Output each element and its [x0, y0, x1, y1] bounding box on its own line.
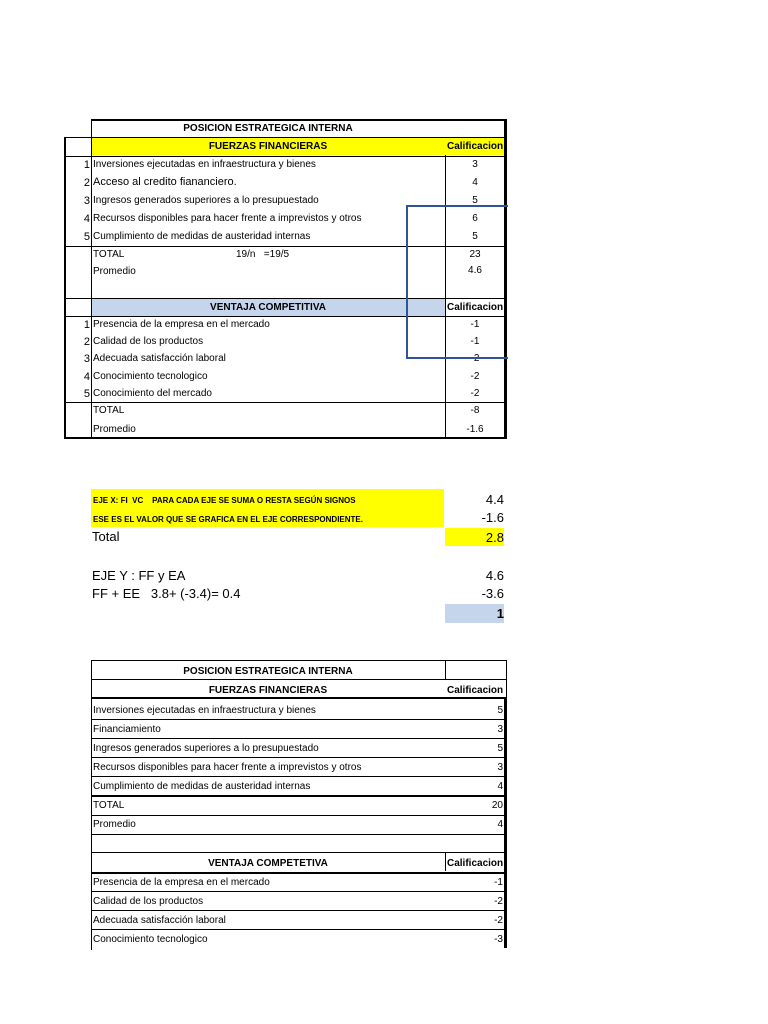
row-label: Inversiones ejecutadas en infraestructura y bienes — [93, 705, 316, 716]
ejex-line1: EJE X: FI VC PARA CADA EJE SE SUMA O RESTA SEGÚN SIGNOS — [93, 496, 356, 505]
row-number: 5 — [83, 388, 90, 400]
t2-vc-calif-label: Calificacion — [447, 858, 504, 869]
vc-total-label: TOTAL — [93, 405, 125, 416]
vc-prom-label: Promedio — [93, 424, 136, 435]
row-number: 1 — [83, 319, 90, 331]
vc-total: -8 — [470, 405, 480, 416]
table2-ff-header: FUERZAS FINANCIERAS — [208, 685, 328, 696]
row-label: Calidad de los productos — [93, 896, 204, 907]
row-label: Cumplimiento de medidas de austeridad internas — [93, 231, 311, 242]
row-value: -2 — [494, 915, 503, 926]
t2-ff-prom-label: Promedio — [93, 819, 136, 830]
row-number: 4 — [83, 213, 90, 225]
t2-ff-total-label: TOTAL — [93, 800, 125, 811]
row-number: 1 — [83, 159, 90, 171]
row-value: 3 — [497, 762, 503, 773]
row-number: 5 — [83, 231, 90, 243]
row-label: Recursos disponibles para hacer frente a imprevistos y otros — [93, 762, 362, 773]
total-label: Total — [92, 529, 120, 544]
ffee-val: -3.6 — [481, 586, 504, 601]
row-number: 2 — [83, 177, 90, 189]
row-value: -2 — [470, 353, 480, 364]
row-label: Calidad de los productos — [93, 336, 204, 347]
ffee-label: FF + EE 3.8+ (-3.4)= 0.4 — [92, 586, 241, 601]
row-value: 4 — [497, 781, 503, 792]
row-value: -2 — [494, 896, 503, 907]
row-label: Adecuada satisfacción laboral — [93, 353, 226, 364]
row-value: 5 — [472, 195, 478, 206]
ff-calif-label: Calificacion — [447, 141, 504, 152]
row-value: 5 — [472, 231, 478, 242]
ejey-label: EJE Y : FF y EA — [92, 568, 186, 583]
row-label: Acceso al credito fiananciero. — [93, 176, 237, 188]
row-value: -2 — [470, 371, 480, 382]
ejex-line2: ESE ES EL VALOR QUE SE GRAFICA EN EL EJE CORRESPONDIENTE. — [93, 515, 363, 524]
row-number: 2 — [83, 336, 90, 348]
ff-prom-label: Promedio — [93, 266, 136, 277]
t2-vc-header: VENTAJA COMPETETIVA — [208, 858, 328, 869]
row-label: Conocimiento tecnologico — [93, 934, 208, 945]
row-label: Presencia de la empresa en el mercado — [93, 877, 270, 888]
t2-ff-total: 20 — [491, 800, 503, 811]
row-value: 3 — [497, 724, 503, 735]
final-val: 1 — [496, 606, 504, 621]
ff-total-label: TOTAL — [93, 249, 125, 260]
row-value: 3 — [472, 159, 478, 170]
total-val: 2.8 — [485, 531, 504, 544]
table1-title: POSICION ESTRATEGICA INTERNA — [183, 123, 353, 134]
row-value: 5 — [497, 743, 503, 754]
ejex-val2: -1.6 — [481, 510, 504, 525]
row-number: 3 — [83, 195, 90, 207]
row-label: Recursos disponibles para hacer frente a imprevistos y otros — [93, 213, 362, 224]
vc-calif-label: Calificacion — [447, 302, 504, 313]
ff-total: 23 — [469, 249, 481, 260]
row-value: -1 — [470, 319, 480, 330]
row-label: Ingresos generados superiores a lo presupuestado — [93, 743, 319, 754]
row-value: -2 — [470, 388, 480, 399]
ejex-val1: 4.4 — [485, 492, 504, 507]
row-label: Conocimiento tecnologico — [93, 371, 208, 382]
row-value: 6 — [472, 213, 478, 224]
row-label: Conocimiento del mercado — [93, 388, 212, 399]
row-label: Presencia de la empresa en el mercado — [93, 319, 270, 330]
row-number: 4 — [83, 371, 90, 383]
table2-title: POSICION ESTRATEGICA INTERNA — [183, 666, 353, 677]
selection-box — [406, 205, 508, 359]
ejey-val: 4.6 — [485, 568, 504, 583]
vc-header: VENTAJA COMPETITIVA — [210, 302, 326, 313]
row-label: Adecuada satisfacción laboral — [93, 915, 226, 926]
table2-calif-label: Calificacion — [447, 685, 504, 696]
row-number: 3 — [83, 353, 90, 365]
row-label: Cumplimiento de medidas de austeridad internas — [93, 781, 311, 792]
ff-prom: 4.6 — [468, 265, 482, 276]
t2-ff-prom: 4 — [497, 819, 503, 830]
ff-formula: 19/n =19/5 — [236, 249, 290, 260]
row-label: Financiamiento — [93, 724, 161, 735]
vc-prom: -1.6 — [466, 424, 484, 435]
row-value: 5 — [497, 705, 503, 716]
ff-header: FUERZAS FINANCIERAS — [208, 141, 328, 152]
row-value: -3 — [494, 934, 503, 945]
row-value: 4 — [472, 177, 478, 188]
row-value: -1 — [494, 877, 503, 888]
row-label: Ingresos generados superiores a lo presupuestado — [93, 195, 319, 206]
row-label: Inversiones ejecutadas en infraestructura y bienes — [93, 159, 316, 170]
row-value: -1 — [470, 336, 480, 347]
